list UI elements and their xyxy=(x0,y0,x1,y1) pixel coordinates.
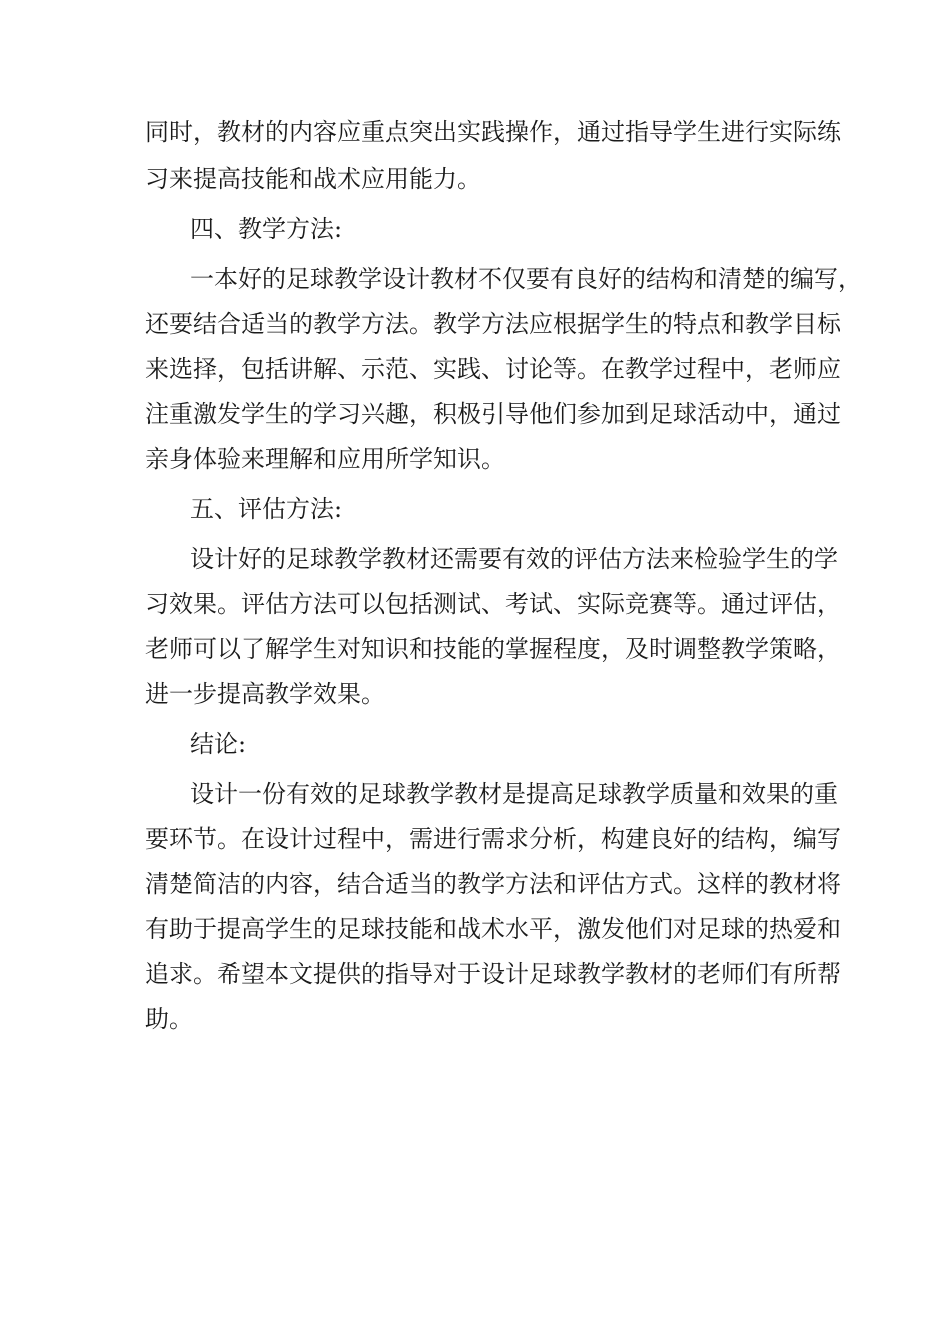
paragraph-line: 设计好的足球教学教材还需要有效的评估方法来检验学生的学 xyxy=(190,545,838,573)
paragraph-line: 习来提高技能和战术应用能力。 xyxy=(145,165,481,193)
paragraph-line: 还要结合适当的教学方法。教学方法应根据学生的特点和教学目标 xyxy=(145,310,841,338)
paragraph-line: 一本好的足球教学设计教材不仅要有良好的结构和清楚的编写， xyxy=(190,265,862,293)
paragraph-line: 追求。希望本文提供的指导对于设计足球教学教材的老师们有所帮 xyxy=(145,960,841,988)
paragraph-line: 要环节。在设计过程中，需进行需求分析，构建良好的结构，编写 xyxy=(145,825,841,853)
paragraph-line: 亲身体验来理解和应用所学知识。 xyxy=(145,445,505,473)
paragraph-line: 同时，教材的内容应重点突出实践操作，通过指导学生进行实际练 xyxy=(145,118,841,146)
paragraph-line: 注重激发学生的学习兴趣，积极引导他们参加到足球活动中，通过 xyxy=(145,400,841,428)
paragraph-line: 有助于提高学生的足球技能和战术水平，激发他们对足球的热爱和 xyxy=(145,915,841,943)
section-heading: 五、评估方法: xyxy=(190,495,343,523)
paragraph-line: 设计一份有效的足球教学教材是提高足球教学质量和效果的重 xyxy=(190,780,838,808)
paragraph-line: 清楚简洁的内容，结合适当的教学方法和评估方式。这样的教材将 xyxy=(145,870,841,898)
paragraph-line: 进一步提高教学效果。 xyxy=(145,680,385,708)
paragraph-line: 来选择，包括讲解、示范、实践、讨论等。在教学过程中，老师应 xyxy=(145,355,841,383)
section-heading: 四、教学方法: xyxy=(190,215,343,243)
paragraph-line: 习效果。评估方法可以包括测试、考试、实际竞赛等。通过评估， xyxy=(145,590,841,618)
paragraph-line: 老师可以了解学生对知识和技能的掌握程度，及时调整教学策略， xyxy=(145,635,841,663)
paragraph-line: 助。 xyxy=(145,1005,193,1033)
section-heading: 结论: xyxy=(190,730,247,758)
